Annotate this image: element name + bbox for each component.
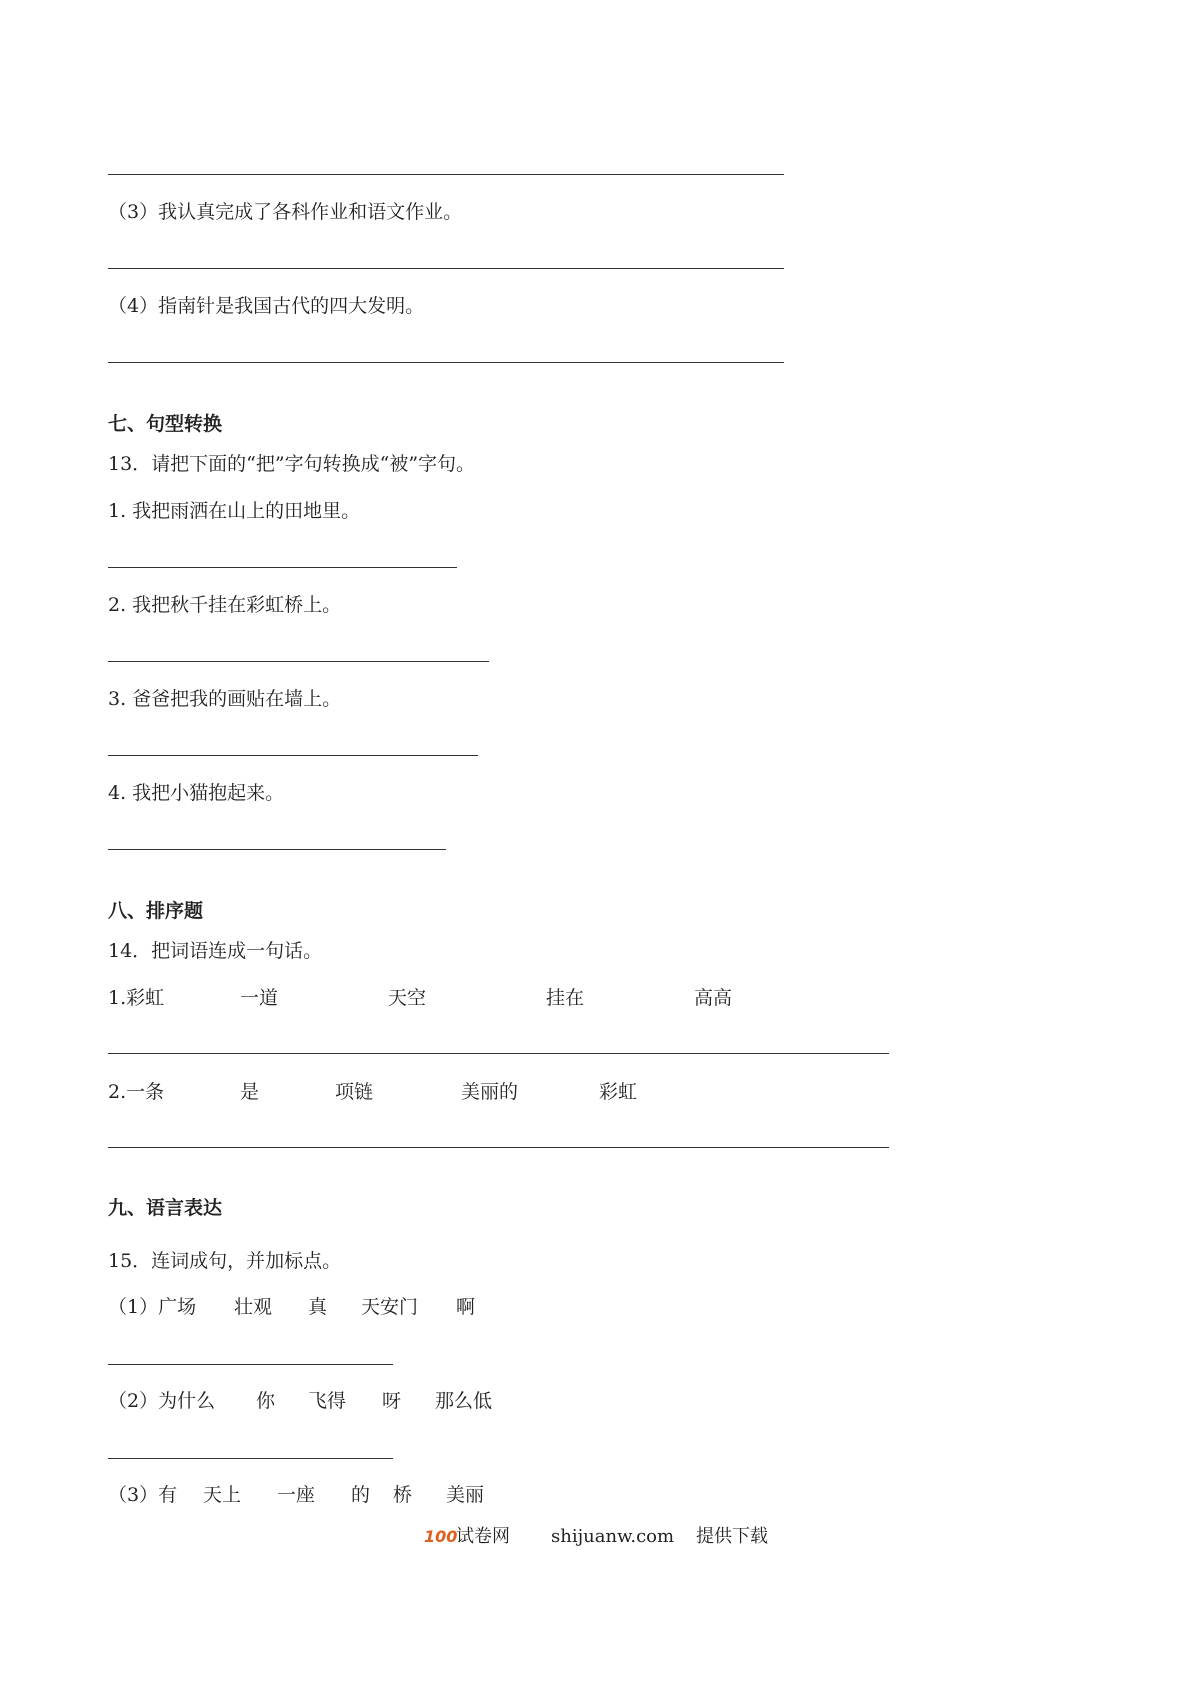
answer-line[interactable]	[108, 849, 446, 850]
word-token: 1.彩虹	[108, 987, 165, 1009]
word-token: 飞得	[308, 1390, 347, 1412]
word-token: 呀	[382, 1390, 402, 1412]
question-item: 2. 我把秋千挂在彩虹桥上。	[108, 594, 342, 616]
section-heading: 七、句型转换	[108, 413, 223, 435]
word-token: 天空	[388, 987, 427, 1009]
word-token: 2.一条	[108, 1081, 165, 1103]
answer-line[interactable]	[108, 268, 784, 269]
word-token: 那么低	[435, 1390, 493, 1412]
site-domain[interactable]: shijuanw.com	[551, 1526, 675, 1547]
word-token: 美丽	[446, 1484, 485, 1506]
question-item: 1. 我把雨洒在山上的田地里。	[108, 500, 361, 522]
answer-line[interactable]	[108, 362, 784, 363]
word-token: 一道	[240, 987, 279, 1009]
word-token: 项链	[335, 1081, 374, 1103]
answer-line[interactable]	[108, 1053, 889, 1054]
question-item: （4）指南针是我国古代的四大发明。	[108, 295, 425, 317]
word-token: 你	[256, 1390, 276, 1412]
word-token: 彩虹	[599, 1081, 638, 1103]
word-token: 壮观	[234, 1296, 273, 1318]
answer-line[interactable]	[108, 755, 478, 756]
question-prompt: 15．连词成句，并加标点。	[108, 1250, 342, 1272]
word-token: 一座	[277, 1484, 316, 1506]
word-token: 天上	[203, 1484, 242, 1506]
question-prompt: 13．请把下面的“把”字句转换成“被”字句。	[108, 453, 476, 475]
section-heading: 八、排序题	[108, 900, 204, 922]
word-token: 天安门	[361, 1296, 419, 1318]
word-token: 桥	[393, 1484, 413, 1506]
answer-line[interactable]	[108, 567, 457, 568]
word-token: 美丽的	[461, 1081, 519, 1103]
word-token: 的	[351, 1484, 371, 1506]
answer-line[interactable]	[108, 1364, 393, 1365]
word-token: 挂在	[546, 987, 585, 1009]
page-footer	[0, 1525, 1191, 1551]
answer-line[interactable]	[108, 1458, 393, 1459]
site-name: 试卷网	[456, 1526, 510, 1547]
question-item: （3）我认真完成了各科作业和语文作业。	[108, 201, 463, 223]
answer-line[interactable]	[108, 1147, 889, 1148]
answer-line[interactable]	[108, 174, 784, 175]
site-logo: 100	[424, 1527, 458, 1546]
section-heading: 九、语言表达	[108, 1197, 223, 1219]
footer-suffix: 提供下载	[696, 1526, 768, 1547]
word-token: （1）广场	[108, 1296, 197, 1318]
word-token: （2）为什么	[108, 1390, 216, 1412]
question-prompt: 14．把词语连成一句话。	[108, 940, 323, 962]
answer-line[interactable]	[108, 661, 489, 662]
question-item: 3. 爸爸把我的画贴在墙上。	[108, 688, 342, 710]
word-token: 真	[308, 1296, 328, 1318]
word-token: 高高	[694, 987, 733, 1009]
word-token: 啊	[456, 1296, 476, 1318]
word-token: 是	[240, 1081, 260, 1103]
question-item: 4. 我把小猫抱起来。	[108, 782, 285, 804]
word-token: （3）有	[108, 1484, 178, 1506]
